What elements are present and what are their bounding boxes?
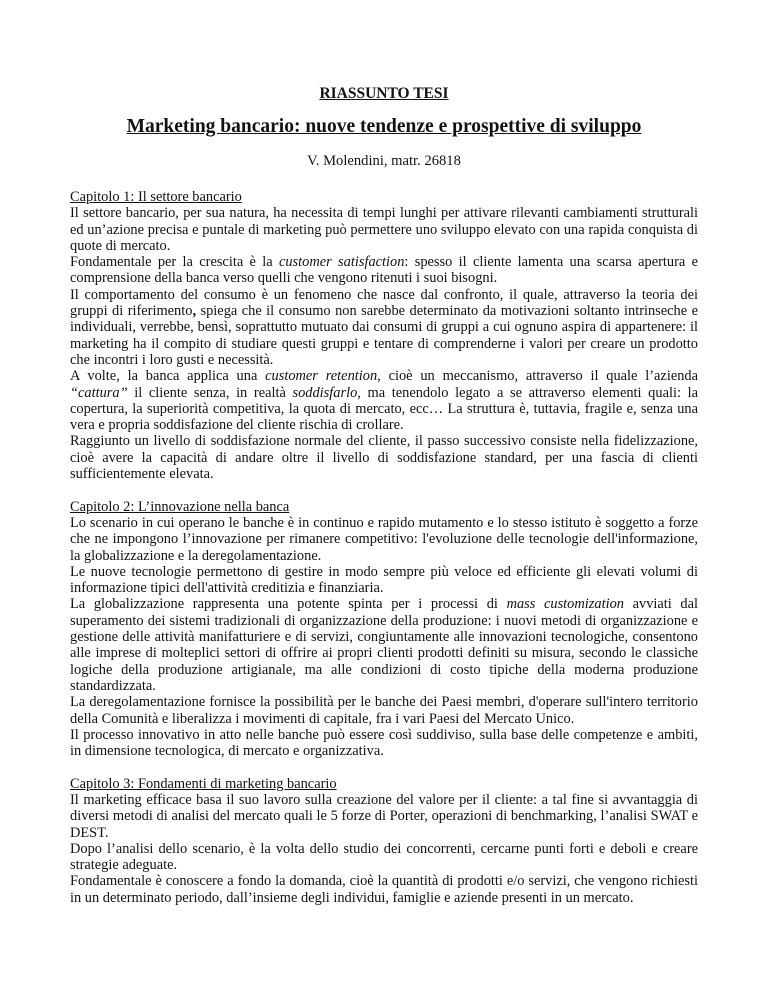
text-run: Fondamentale per la crescita è la bbox=[70, 254, 279, 271]
document-author: V. Molendini, matr. 26818 bbox=[307, 153, 461, 169]
text-run: Fondamentale è conoscere a fondo la domanda, cioè la quantità di prodotti e/o servizi, che vengono richiesti in un determinato periodo, dall’insieme degli individui, famiglie e aziende presenti in un mercato. bbox=[70, 873, 698, 906]
text-run: : spesso il cliente lamenta una scarsa apertura e comprensione della banca verso quelli che vengono ritenuti i suoi bisogni. bbox=[70, 254, 698, 287]
text-run: Raggiunto un livello di soddisfazione normale del cliente, il passo successivo consiste nella fidelizzazione, cioè avere la capacità di andare oltre il livello di soddisfazione standard, per una fascia di clienti sufficientemente elevata. bbox=[70, 433, 698, 483]
chapter-section bbox=[70, 499, 698, 760]
paragraph bbox=[70, 205, 698, 254]
text-run: La globalizzazione rappresenta una potente spinta per i processi di bbox=[70, 596, 507, 613]
paragraph bbox=[70, 515, 698, 564]
italic-text-run: customer retention bbox=[265, 368, 378, 385]
text-run: Lo scenario in cui operano le banche è in continuo e rapido mutamento e lo stesso istituto è soggetto a forze che ne impongono l’innovazione per rimanere competitivo: l'evoluzione delle tecnologie dell'informazione, la globalizzazione e la deregolamentazione. bbox=[70, 514, 698, 564]
text-run: Le nuove tecnologie permettono di gestire in modo sempre più veloce ed efficiente gli elevati volumi di informazione tipici dell'attività creditizia e finanziaria. bbox=[70, 563, 698, 597]
paragraph bbox=[70, 792, 698, 841]
document-body bbox=[70, 189, 698, 906]
italic-text-run: mass customization bbox=[506, 596, 624, 613]
italic-text-run: “cattura” bbox=[70, 384, 128, 401]
chapter-heading: Capitolo 2: L’innovazione nella banca bbox=[70, 498, 290, 515]
text-run: Il comportamento del consumo è un fenomeno che nasce dal confronto, il quale, attraverso la teoria dei gruppi di riferimento bbox=[70, 286, 698, 320]
document-header bbox=[70, 85, 698, 170]
paragraph bbox=[70, 433, 698, 482]
text-run: Dopo l’analisi dello scenario, è la volta dello studio dei concorrenti, cercarne punti forti e deboli e creare strategie adeguate. bbox=[70, 840, 698, 874]
text-run: La deregolamentazione fornisce la possibilità per le banche dei Paesi membri, d'operare sull'intero territorio della Comunità e liberalizza i movimenti di capitale, fra i vari Paesi del Mercato Unico. bbox=[70, 694, 698, 727]
paragraph bbox=[70, 287, 698, 368]
paragraph bbox=[70, 694, 698, 727]
paragraph bbox=[70, 727, 698, 760]
paragraph bbox=[70, 873, 698, 906]
chapter-section bbox=[70, 189, 698, 482]
paragraph bbox=[70, 596, 698, 694]
text-run: A volte, la banca applica una bbox=[70, 368, 266, 385]
text-run: Il processo innovativo in atto nelle banche può essere così suddiviso, sulla base delle competenze e ambiti, in dimensione tecnologica, di mercato e organizzativa. bbox=[70, 726, 698, 760]
document-kicker: RIASSUNTO TESI bbox=[319, 85, 449, 102]
document-title: Marketing bancario: nuove tendenze e prospettive di sviluppo bbox=[126, 116, 642, 137]
paragraph bbox=[70, 564, 698, 597]
text-run: avviati dal superamento dei sistemi tradizionali di organizzazione della produzione: i nuovi metodi di organizzazione e gestione delle attività manifatturiere e di servizi, congiuntamente alle innovazioni tecnologiche, consentono alle imprese di molteplici settori di offrire ai propri clienti prodotti definiti su misura, secondo le classiche logiche della produzione artigianale, ma alle condizioni di costo tipiche della moderna produzione standardizzata. bbox=[70, 596, 699, 694]
paragraph bbox=[70, 368, 698, 433]
text-run: il cliente senza, in realtà bbox=[127, 384, 293, 401]
text-run: Il settore bancario, per sua natura, ha necessita di tempi lunghi per attivare rilevanti cambiamenti strutturali ed un’azione precisa e puntale di marketing può permettere uno sviluppo elevato con una rapida conquista di quote di mercato. bbox=[70, 205, 698, 254]
text-run: , ma tenendolo legato a se attraverso elementi quali: la copertura, la superiorità competitiva, la quota di mercato, ecc… La struttura è, tuttavia, fragile e, senza una vera e propria soddisfazione del cliente rischia di crollare. bbox=[70, 384, 698, 434]
chapter-heading: Capitolo 3: Fondamenti di marketing bancario bbox=[70, 775, 337, 792]
paragraph bbox=[70, 254, 698, 287]
paragraph bbox=[70, 841, 698, 874]
chapter-heading: Capitolo 1: Il settore bancario bbox=[70, 189, 242, 205]
text-run: , cioè un meccanismo, attraverso il quale l’azienda bbox=[377, 368, 698, 385]
text-run: , bbox=[192, 303, 197, 320]
chapter-section bbox=[70, 776, 698, 906]
italic-text-run: customer satisfaction bbox=[278, 254, 405, 271]
text-run: Il marketing efficace basa il suo lavoro sulla creazione del valore per il cliente: a tal fine si avvantaggia di diversi metodi di analisi del mercato quali le 5 forze di Porter, operazioni di benchmarking, l’analisi SWAT e DEST. bbox=[70, 791, 698, 841]
italic-text-run: soddisfarlo bbox=[292, 384, 358, 401]
text-run: spiega che il consumo non sarebbe determinato da motivazioni soltanto intrinseche e individuali, verrebbe, bensì, soprattutto mutuato dai consumi di gruppi a cui ognuno aspira di appartenere: il marketing ha il compito di studiare questi gruppi e tentare di comprenderne i valori per creare un prodotto che incontri i loro gusti e necessità. bbox=[70, 303, 698, 368]
